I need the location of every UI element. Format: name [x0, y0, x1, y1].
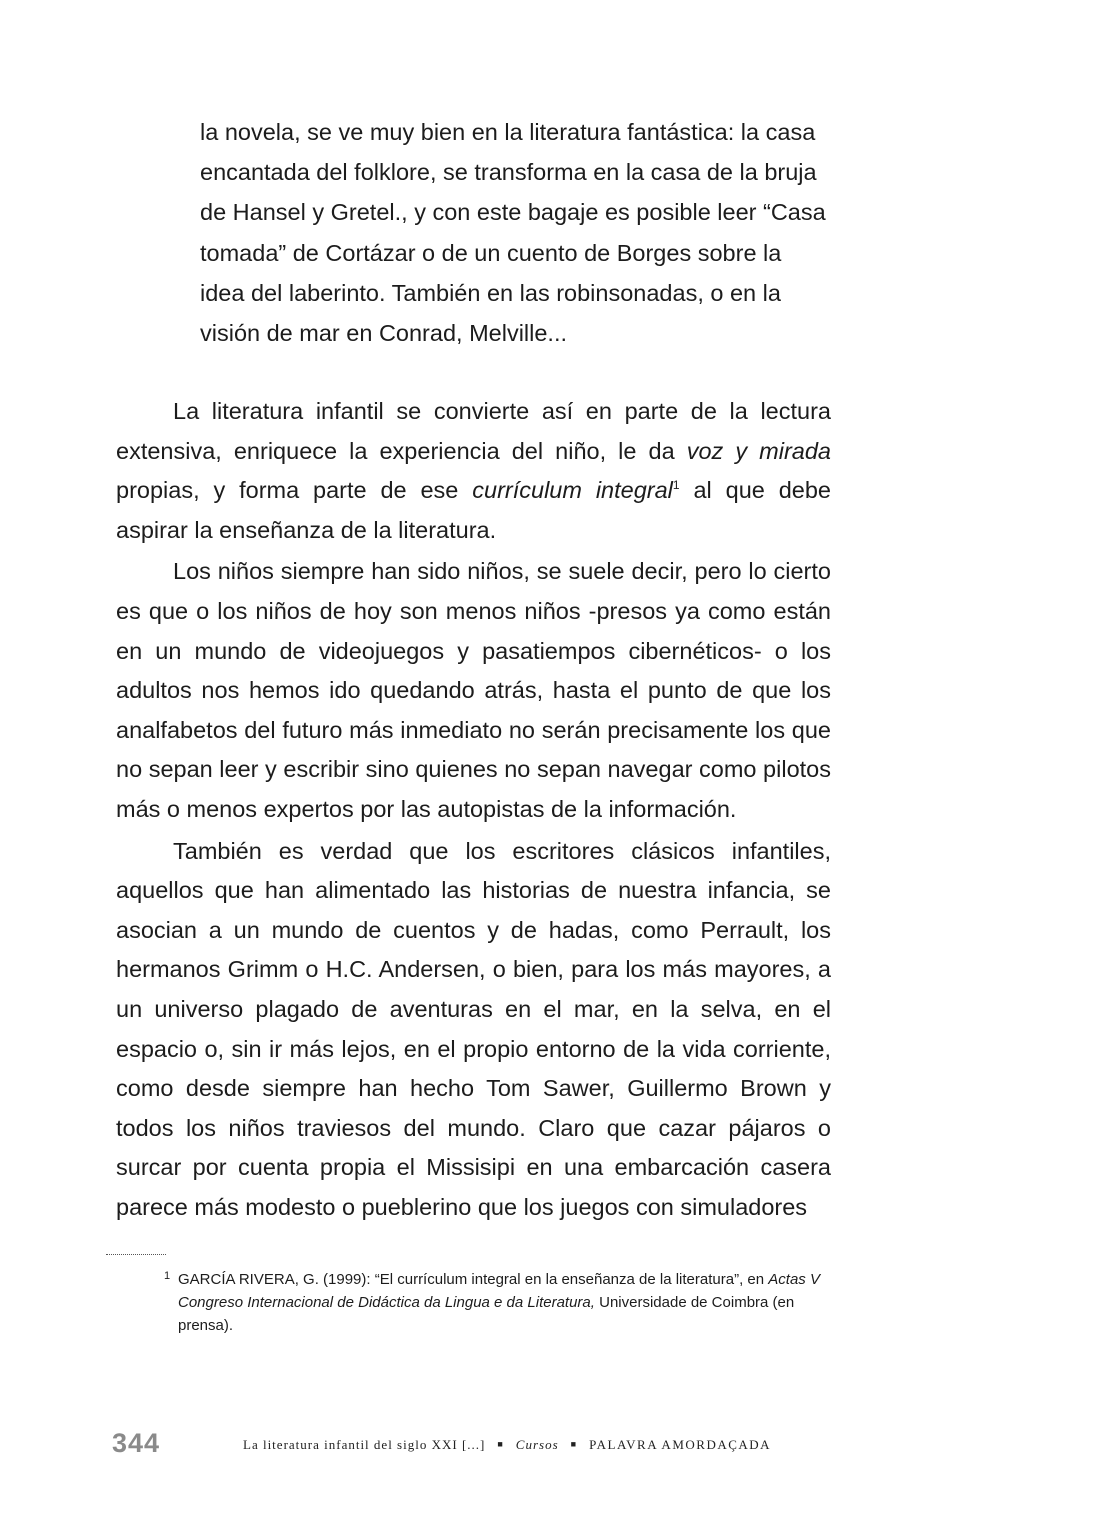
book-title: La literatura infantil del siglo XXI [...]	[243, 1437, 486, 1452]
footnote-reference[interactable]: 1	[672, 478, 680, 493]
paragraph-text: La literatura infantil se convierte así en parte de la lectura extensiva, enriquece la experiencia del niño, le da	[116, 398, 831, 464]
page-footer	[112, 1428, 832, 1468]
paragraph: Los niños siempre han sido niños, se suele decir, pero lo cierto es que o los niños de hoy son menos niños -presos ya como están en un mundo de videojuegos y pasatiempos cibernéticos- o los adultos nos hemos ido quedando atrás, hasta el punto de que los analfabetos del futuro más inmediato no serán precisamente los que no sepan leer y escribir sino quienes no sepan navegar como pilotos más o menos expertos por las autopistas de la información.	[116, 558, 831, 822]
block-quote	[200, 112, 830, 353]
paragraph	[116, 392, 831, 550]
separator-icon: ■	[570, 1439, 578, 1449]
quote-text: la novela, se ve muy bien en la literatura fantástica: la casa encantada del folklore, se transforma en la casa de la bruja de Hansel y Gretel., y con este bagaje es posible leer “Casa tomada” de Cortázar o de un cuento de Borges sobre la idea del laberinto. También en las robinsonadas, o en la visión de mar en Conrad, Melville...	[200, 119, 826, 347]
publisher-name: PALAVRA AMORDAÇADA	[589, 1437, 772, 1452]
separator-icon: ■	[497, 1439, 504, 1449]
footnote-text: GARCÍA RIVERA, G. (1999): “El currículum integral en la enseñanza de la literatura”, en	[178, 1271, 769, 1288]
emphasis: currículum integral	[472, 477, 673, 504]
footnote-text: Universidade de Coimbra (en prensa).	[178, 1294, 795, 1334]
paragraph-text: al que debe aspirar la enseñanza de la literatura.	[116, 477, 831, 543]
footnote	[164, 1268, 828, 1337]
page-number: 344	[112, 1428, 161, 1458]
footnote-mark: 1	[164, 1270, 171, 1282]
body-text	[116, 392, 831, 1227]
paragraph-text: propias, y forma parte de ese	[116, 477, 473, 504]
footnote-emphasis: Actas V Congreso Internacional de Didáctica da Lingua e da Literatura,	[178, 1271, 820, 1311]
running-footer	[243, 1437, 771, 1453]
series-name: Cursos	[515, 1437, 559, 1452]
footnote-divider	[106, 1254, 166, 1255]
emphasis: voz y mirada	[686, 437, 831, 464]
paragraph: También es verdad que los escritores clásicos infantiles, aquellos que han alimentado las historias de nuestra infancia, se asocian a un mundo de cuentos y de hadas, como Perrault, los hermanos Grimm o H.C. Andersen, o bien, para los más mayores, a un universo plagado de aventuras en el mar, en la selva, en el espacio o, sin ir más lejos, en el propio entorno de la vida corriente, como desde siempre han hecho Tom Sawer, Guillermo Brown y todos los niños traviesos del mundo. Claro que cazar pájaros o surcar por cuenta propia el Missisipi en una embarcación casera parece más modesto o pueblerino que los juegos con simuladores	[116, 837, 831, 1220]
